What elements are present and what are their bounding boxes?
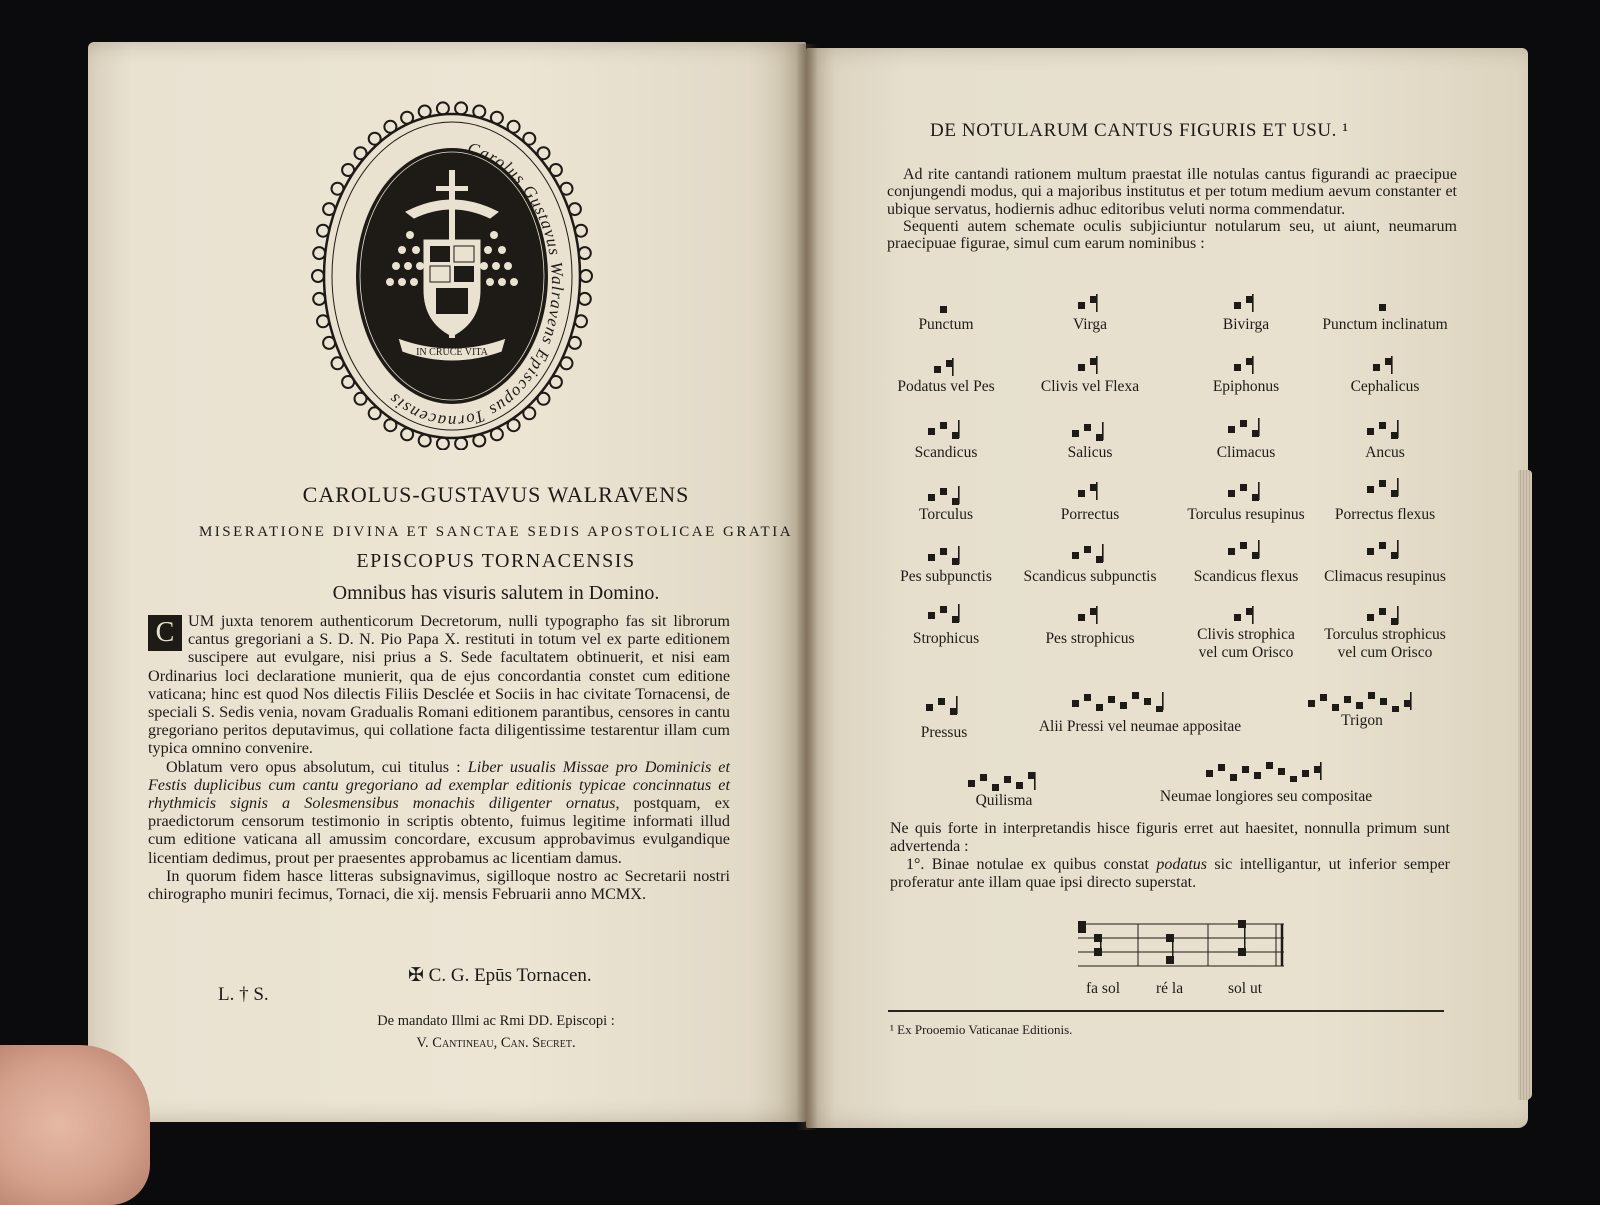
neume-label: Punctum [918, 316, 974, 333]
neume-label: Epiphonus [1212, 378, 1280, 395]
neume-note [1218, 764, 1225, 771]
neume-note [1320, 694, 1327, 701]
footnote-rule [888, 1010, 1444, 1012]
neume-note [1028, 772, 1035, 779]
neume-glyph [1226, 480, 1266, 502]
neume-label: Clivis strophica [1197, 626, 1295, 643]
neume-glyph [1232, 292, 1260, 314]
neume-glyph [926, 544, 966, 566]
neume-note [1078, 490, 1085, 497]
neume-glyph [1070, 542, 1110, 564]
neume-stem [1397, 420, 1399, 438]
neume-stem [1397, 478, 1399, 496]
neume-note [1096, 556, 1103, 563]
seal-scallop [455, 438, 467, 450]
neume-label: Torculus resupinus [1187, 506, 1305, 523]
bishop-signature: ✠ C. G. Epūs Tornacen. [408, 965, 592, 986]
secretary-line: V. Cantineau, Can. Secret. [416, 1035, 576, 1051]
neume-note [1228, 426, 1235, 433]
neume-label: Porrectus flexus [1334, 506, 1436, 523]
neume-note [1373, 364, 1380, 371]
neume-note [952, 498, 959, 505]
book-title-italic: Liber usualis Missae pro Dominicis et Festis duplicibus cum cantu gregoriano ad exemplar editionis typicae concinnatus et rhythmicis signis a Solesmensibus monachis diligenter ornatus [148, 757, 730, 813]
neume-note [1367, 428, 1374, 435]
neume-note [1246, 358, 1253, 365]
paragraph-2-start: Oblatum vero opus absolutum, cui titulus : [166, 757, 468, 776]
neume-glyph [924, 694, 964, 716]
neume-note [1120, 702, 1127, 709]
neume-note [1314, 766, 1321, 773]
neume-label: Virga [1072, 316, 1108, 333]
neume-note [1379, 304, 1386, 311]
neume-stem [1391, 356, 1393, 374]
neume-note [928, 612, 935, 619]
neume-note [1379, 608, 1386, 615]
neume-label: Clivis vel Flexa [1040, 378, 1140, 395]
neume-note [1090, 358, 1097, 365]
neume-note [1290, 776, 1297, 782]
neume-stem [952, 358, 954, 376]
neume-label: Climacus [1216, 444, 1276, 461]
paragraph-2 [148, 758, 730, 867]
neume-note [1302, 770, 1309, 777]
neume-label: Porrectus [1060, 506, 1120, 523]
thumb [0, 1045, 150, 1205]
neume-label: Pes subpunctis [900, 568, 992, 585]
neume-glyph [1204, 760, 1328, 782]
seal-scallop [455, 102, 467, 114]
neume-label: Salicus [1067, 444, 1113, 461]
neume-note [1242, 766, 1249, 773]
neume-note [926, 704, 933, 711]
neume-label: Podatus vel Pes [897, 378, 995, 395]
neume-note [1228, 490, 1235, 497]
neume-glyph [1232, 354, 1260, 376]
neume-note [1228, 548, 1235, 555]
neume-note [1385, 358, 1392, 365]
neume-note [1240, 420, 1247, 427]
neume-note [950, 708, 957, 715]
neume-stem [958, 604, 960, 622]
neume-note [1404, 700, 1411, 707]
neume-stem [1258, 540, 1260, 558]
neume-note [934, 366, 941, 373]
neume-note [1391, 432, 1398, 439]
neume-note [1234, 302, 1241, 309]
neume-stem [1397, 606, 1399, 624]
seal-scallop [437, 102, 449, 114]
neume-label: Quilisma [975, 792, 1033, 809]
intro-paragraph-2: Sequenti autem schemate oculis subjiciuntur notularum seu, ut aiunt, neumarum praecipuae figurae, simul cum earum nominibus : [887, 217, 1457, 253]
neume-note [1391, 552, 1398, 559]
neume-label: Torculus [918, 506, 973, 523]
neume-note [1108, 696, 1115, 703]
neume-stem [1102, 422, 1104, 440]
neume-glyph [1365, 418, 1405, 440]
neume-stem [958, 486, 960, 504]
neume-label: Pressus [920, 724, 968, 741]
intro-text [887, 166, 1457, 252]
neume-stem [1258, 418, 1260, 436]
paragraph-1: UM juxta tenorem authenticorum Decretorum, nulli typographo fas sit librorum cantus gregoriani a S. D. N. Pio Papa X. restituti in totum vel ex parte editionem suscipere aut evulgare, nisi prius a S. Sede facultatem obtinuerit, et nisi eam Ordinarius loci declaratione munierit, qua de ejus concordantia constet cum editione vaticana; hinc est quod Nos dilectis Filiis Desclée et Sociis in hac civitate Tornacensi, de speciali S. Sedis venia, novam Gradualis Romani editionem parantibus, censores in cantu gregoriano peritos deputavimus, qui collatione facta diligentissime testarentur illam cum typica omnino convenire. [148, 612, 730, 758]
neume-glyph [926, 418, 966, 440]
neume-note [1078, 302, 1085, 309]
neume-label: Neumae longiores seu compositae [1159, 788, 1373, 805]
neume-stem [956, 696, 958, 714]
neume-note [1096, 704, 1103, 711]
neume-stem [1252, 356, 1254, 374]
neume-note [1392, 706, 1399, 712]
neume-stem [1252, 606, 1254, 624]
neume-note [1090, 296, 1097, 303]
neume-note [1332, 704, 1339, 711]
neume-stem [958, 546, 960, 564]
neume-note [940, 422, 947, 429]
neume-glyph [1371, 354, 1399, 376]
neume-note [952, 432, 959, 439]
neume-note [1016, 782, 1023, 789]
neume-label: Cephalicus [1350, 378, 1420, 395]
mandato-block [100, 1010, 892, 1054]
neume-glyph [1076, 480, 1104, 502]
neume-glyph [1226, 416, 1266, 438]
neume-note [940, 548, 947, 555]
neume-note [1278, 768, 1285, 775]
neume-label-line2: vel cum Orisco [1337, 644, 1433, 661]
neume-note [1004, 776, 1011, 783]
neume-note [928, 428, 935, 435]
solfa-3: sol ut [1228, 980, 1263, 997]
neume-glyph [1070, 420, 1110, 442]
neume-note [1367, 614, 1374, 621]
neume-note [1367, 486, 1374, 493]
neume-glyph [1232, 604, 1260, 626]
neume-note [1240, 484, 1247, 491]
neume-label: Climacus resupinus [1324, 568, 1446, 585]
neume-note [1234, 364, 1241, 371]
neume-note [1246, 608, 1253, 615]
neume-label: Strophicus [912, 630, 980, 647]
paragraph-2-end: , postquam, ex praedictorum censorum testimonio in scriptis obtento, fuimus legitime informati illud cum editione vaticana all amussim concordare, excusum approbavimus evulgandique licentiam dedimus, prout per praesentes approbamus ac licentiam damus. [148, 794, 730, 867]
neume-note [1391, 618, 1398, 625]
neume-note [1078, 364, 1085, 371]
neume-note [946, 360, 953, 367]
neume-note [1379, 480, 1386, 487]
seal-scallop [437, 438, 449, 450]
miseratione-line: MISERATIONE DIVINA ET SANCTAE SEDIS APOSTOLICAE GRATIA [198, 524, 794, 540]
neume-note [992, 784, 999, 791]
neume-note [1234, 614, 1241, 621]
neume-glyph [1365, 604, 1405, 626]
neume-label: Alii Pressi vel neumae appositae [1038, 718, 1242, 735]
neume-glyph [966, 770, 1042, 792]
neume-note [952, 616, 959, 623]
neume-note [1246, 296, 1253, 303]
neume-note [1156, 706, 1163, 712]
neume-note [1072, 552, 1079, 559]
locus-sigilli: L. † S. [218, 984, 269, 1005]
mandato-line: De mandato Illmi ac Rmi DD. Episcopi : [377, 1013, 615, 1029]
neume-stem [958, 420, 960, 438]
neume-stem [1096, 606, 1098, 624]
neume-note [928, 494, 935, 501]
seal-scallop [312, 270, 324, 282]
seal-scallop [579, 293, 591, 305]
neume-note [1090, 608, 1097, 615]
neume-glyph [926, 484, 966, 506]
neume-note [940, 488, 947, 495]
neume-note [980, 774, 987, 781]
neume-note [1367, 548, 1374, 555]
neume-glyph [1076, 604, 1104, 626]
seal-scallop [313, 247, 325, 259]
neume-stem [1096, 482, 1098, 500]
bishop-name: CAROLUS-GUSTAVUS WALRAVENS [302, 482, 690, 507]
neume-glyph [1365, 476, 1405, 498]
neume-glyph [1070, 690, 1170, 712]
neume-glyph [932, 356, 960, 378]
neume-stem [1096, 356, 1098, 374]
neume-label: Scandicus flexus [1193, 568, 1299, 585]
neume-note [1230, 774, 1237, 781]
neume-note [1084, 424, 1091, 431]
note-paragraph-2 [890, 856, 1450, 891]
neume-note [968, 780, 975, 787]
neume-glyph [1377, 294, 1393, 316]
neume-label: Scandicus subpunctis [1023, 568, 1157, 585]
neume-note [1356, 702, 1363, 709]
neume-stem [1034, 772, 1036, 790]
neume-note [1308, 700, 1315, 707]
neume-label: Bivirga [1222, 316, 1270, 333]
neume-label: Pes strophicus [1045, 630, 1135, 647]
neume-note [1379, 542, 1386, 549]
neume-stem [1252, 294, 1254, 312]
neume-note [1380, 698, 1387, 705]
neume-note [1072, 700, 1079, 707]
section-title: DE NOTULARUM CANTUS FIGURIS ET USU. ¹ [930, 120, 1349, 141]
note-2-start: 1°. Binae notulae ex quibus constat [906, 856, 1157, 873]
neume-glyph [938, 296, 954, 318]
solfa-2: ré la [1156, 980, 1184, 997]
neume-note [1096, 434, 1103, 441]
neume-stem [1258, 482, 1260, 500]
seal-scallop [580, 270, 592, 282]
seal-scallop [579, 247, 591, 259]
neume-stem [1096, 294, 1098, 312]
seal-motto: IN CRUCE VITA [416, 347, 488, 358]
neume-note [1266, 762, 1273, 769]
imprimatur-text [148, 612, 730, 903]
neume-note [1240, 542, 1247, 549]
paragraph-3: In quorum fidem hasce litteras subsignavimus, sigilloque nostro ac Secretarii nostri chirographo muniri fecimus, Tornaci, die xij. mensis Februarii anno MCMX. [148, 866, 730, 904]
neume-note [1254, 772, 1261, 779]
neume-glyph [1076, 292, 1104, 314]
neume-note [1084, 546, 1091, 553]
neume-stem [1320, 762, 1322, 780]
neume-note [1391, 490, 1398, 497]
neume-note [1344, 696, 1351, 703]
page-edges [1518, 470, 1532, 1100]
note-paragraph-1: Ne quis forte in interpretandis hisce figuris erret aut haesitet, nonnulla primum sunt advertenda : [890, 820, 1450, 855]
neume-stem [1410, 692, 1412, 710]
neume-stem [1397, 540, 1399, 558]
episcopus-line: EPISCOPUS TORNACENSIS [356, 550, 636, 572]
solfa-1: fa sol [1086, 980, 1121, 997]
neume-note [1252, 430, 1259, 437]
neume-note [1078, 614, 1085, 621]
neume-label-line2: vel cum Orisco [1198, 644, 1294, 661]
neume-note [928, 554, 935, 561]
neume-note [1132, 692, 1139, 699]
neume-stem [1102, 544, 1104, 562]
neume-note [1252, 494, 1259, 501]
neume-label: Trigon [1341, 712, 1383, 729]
neume-glyph [1365, 538, 1405, 560]
seal-legend: Carolus Gustavus Walravens Episcopus Tornacensis [384, 138, 568, 432]
note-2-end: sic intelligantur, ut inferior semper proferatur ante illam quae ipsi directo superstat. [890, 856, 1451, 891]
podatus-italic: podatus [1156, 856, 1208, 873]
neume-label: Torculus strophicus [1324, 626, 1446, 643]
neume-stem [1162, 692, 1164, 710]
neume-label: Punctum inclinatum [1322, 316, 1448, 333]
episcopal-seal [302, 100, 602, 450]
greeting-line: Omnibus has visuris salutem in Domino. [332, 582, 660, 604]
neume-note [1368, 692, 1375, 699]
drop-cap: C [148, 615, 182, 651]
seal-scallop [313, 293, 325, 305]
example-staff [1078, 920, 1286, 972]
neume-glyph [1306, 690, 1418, 712]
neume-glyph [1226, 538, 1266, 560]
neume-label: Ancus [1365, 444, 1405, 461]
neume-note [1090, 484, 1097, 491]
neume-glyph [1076, 354, 1104, 376]
intro-paragraph-1: Ad rite cantandi rationem multum praestat ille notulas cantus figurandi ac praecipue conjungendi modus, qui a majoribus institutus et per totum medium aevum constanter et ubique servatus, hodiernis adhuc editoribus veluti norma commendatur. [887, 166, 1457, 218]
neume-label: Scandicus [914, 444, 978, 461]
neume-note [1206, 770, 1213, 777]
neume-note [1072, 430, 1079, 437]
neume-note [1379, 422, 1386, 429]
neume-note [952, 558, 959, 565]
neume-note [1252, 552, 1259, 559]
neume-note [1144, 698, 1151, 705]
footnote: ¹ Ex Prooemio Vaticanae Editionis. [890, 1022, 1073, 1037]
neume-note [940, 306, 947, 313]
neume-note [1084, 694, 1091, 701]
neume-note [940, 606, 947, 613]
neume-note [938, 698, 945, 705]
neume-glyph [926, 602, 966, 624]
